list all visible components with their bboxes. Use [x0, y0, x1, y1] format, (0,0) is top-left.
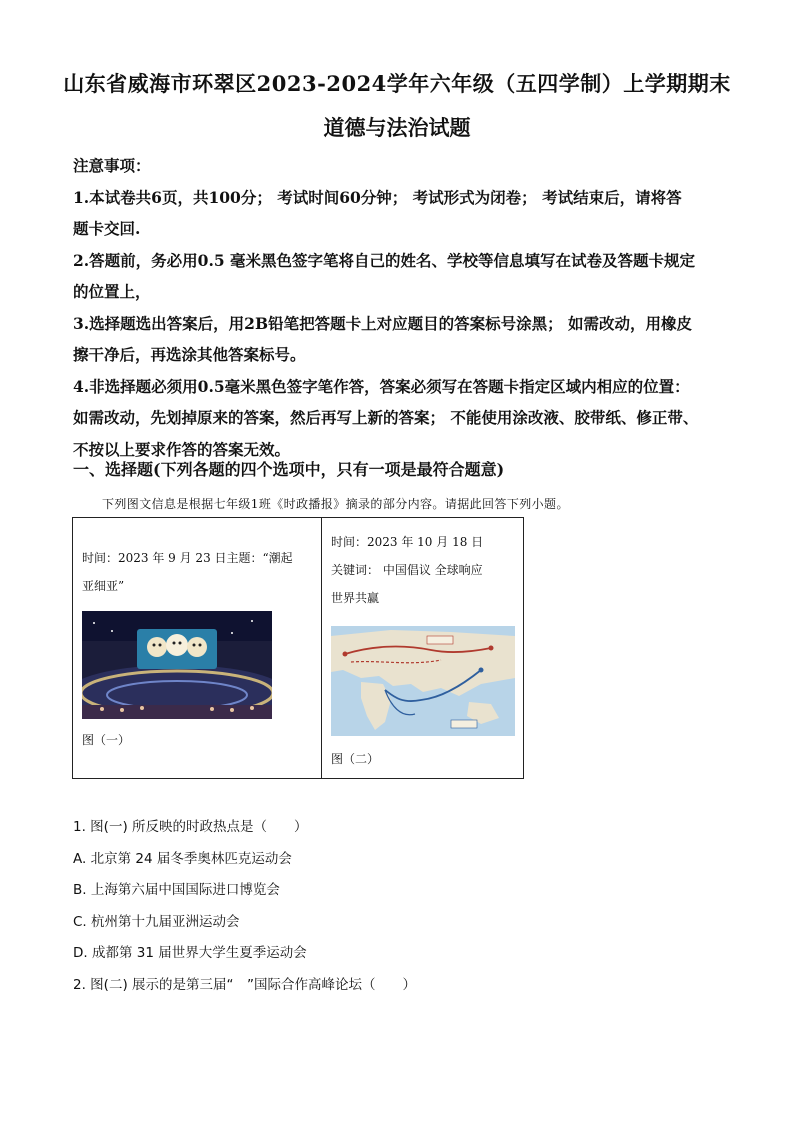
question-option: C. 杭州第十九届亚洲运动会	[73, 913, 240, 930]
crowd	[82, 705, 272, 719]
right-cell-line: 世界共赢	[331, 591, 380, 605]
asian-games-photo	[82, 611, 272, 719]
left-cell-line: 亚细亚”	[82, 579, 125, 593]
notes-line: 4.非选择题必须用0.5毫米黑色签字笔作答，答案必须写在答题卡指定区域内相应的位置：	[73, 376, 690, 396]
notes-line: 不按以上要求作答的答案无效。	[73, 439, 291, 459]
map-marker	[489, 646, 494, 651]
right-cell-text	[331, 528, 521, 612]
map-marker	[479, 668, 484, 673]
figure-1-caption: 图（一）	[82, 733, 131, 747]
notes-line: 擦干净后，再选涂其他答案标号。	[73, 345, 306, 364]
question-option: D. 成都第 31 届世界大学生夏季运动会	[73, 945, 307, 961]
questions-block	[73, 812, 733, 1001]
section-title: 一、选择题(下列各题的四个选项中，只有一项是最符合题意)	[73, 460, 505, 479]
map-label-box	[451, 720, 477, 728]
figure-2-caption: 图（二）	[331, 752, 380, 766]
page-title: 山东省威海市环翠区2023-2024学年六年级（五四学制）上学期期末	[63, 71, 731, 96]
intro-text: 下列图文信息是根据七年级1班《时政播报》摘录的部分内容。请据此回答下列小题。	[102, 497, 569, 511]
notes-line: 1.本试卷共6页，共100分； 考试时间60分钟； 考试形式为闭卷； 考试结束后，请将答	[73, 187, 682, 207]
table-divider	[321, 518, 322, 778]
notes-line: 3.选择题选出答案后，用2B铅笔把答题卡上对应题目的答案标号涂黑； 如需改动，用橡皮	[73, 313, 692, 333]
notes-line: 如需改动，先划掉原来的答案，然后再写上新的答案； 不能使用涂改液、胶带纸、修正带、	[73, 408, 699, 427]
page-subtitle: 道德与法治试题	[323, 115, 471, 140]
left-cell-text	[82, 544, 314, 600]
question-stem: 2. 图(二) 展示的是第三届“ ”国际合作高峰论坛（ ）	[73, 976, 416, 993]
notes-heading: 注意事项：	[73, 156, 151, 175]
notes-line: 题卡交回.	[73, 219, 141, 238]
info-table	[72, 517, 524, 779]
mascot-3	[187, 637, 207, 657]
belt-road-map	[331, 626, 515, 736]
map-label-box	[427, 636, 453, 644]
right-cell-line: 时间：2023 年 10 月 18 日	[331, 535, 484, 549]
mascot-1	[147, 637, 167, 657]
map-marker	[343, 652, 348, 657]
notes-line: 的位置上，	[73, 282, 151, 301]
question-option: B. 上海第六届中国国际进口博览会	[73, 882, 280, 898]
mascot-2	[166, 634, 188, 656]
right-cell-line: 关键词： 中国倡议 全球响应	[331, 563, 483, 577]
notes-line: 2.答题前，务必用0.5 毫米黑色签字笔将自己的姓名、学校等信息填写在试卷及答题卡规定	[73, 250, 696, 270]
question-stem: 1. 图(一) 所反映的时政热点是（ ）	[73, 819, 308, 835]
question-option: A. 北京第 24 届冬季奥林匹克运动会	[73, 850, 292, 867]
left-cell-line: 时间：2023 年 9 月 23 日主题：“潮起	[82, 551, 293, 565]
notes-block	[73, 150, 733, 465]
